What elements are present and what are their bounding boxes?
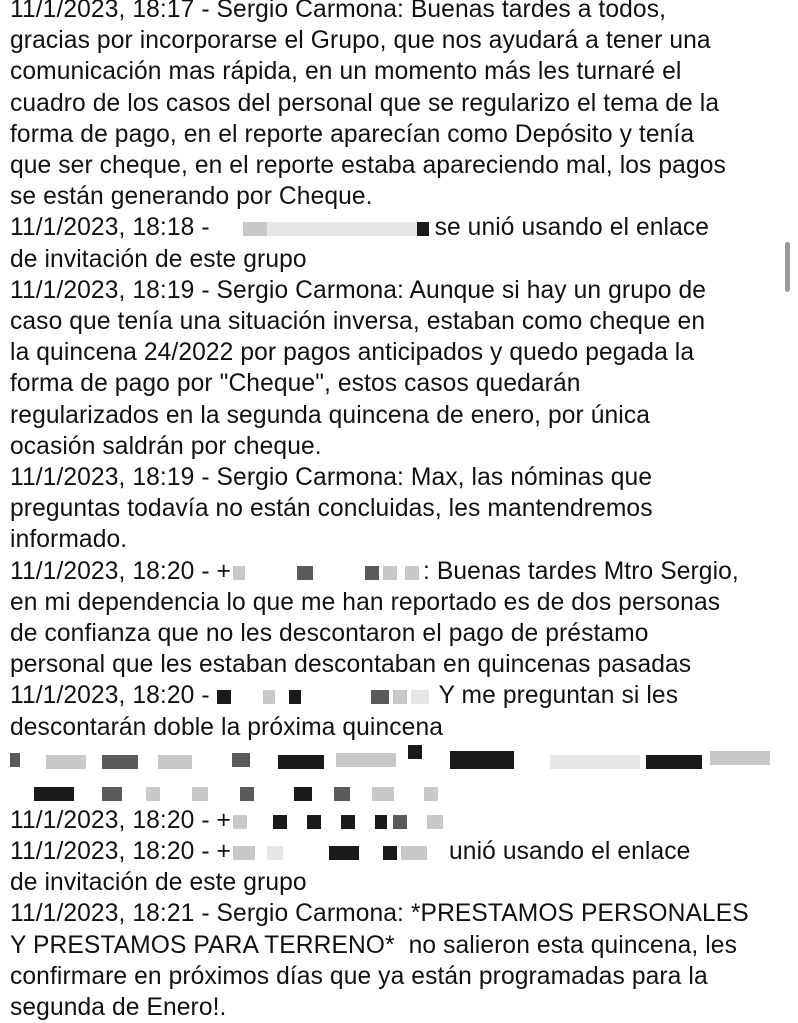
message-line: 11/1/2023, 18:21 - Sergio Carmona: *PRESTAMOS PERSONALES [10,900,749,928]
message-text: : Buenas tardes Mtro Sergio, [423,557,739,585]
message-line: informado. [10,526,128,554]
redacted-phone [383,566,397,580]
redacted-content [240,787,254,801]
redacted-content [192,787,208,801]
redacted-content [294,787,312,801]
message-timestamp: 11/1/2023, 18:18 - [10,214,217,242]
message-line: forma de pago, en el reporte aparecían como Depósito y tenía [10,120,695,148]
message-timestamp: 11/1/2023, 18:20 - + [10,806,232,834]
redacted-phone [267,846,283,860]
message-line: que ser cheque, en el reporte estaba apareciendo mal, los pagos [10,152,726,180]
redacted-content [273,815,287,829]
message-line: de invitación de este grupo [10,245,307,273]
message-line: en mi dependencia lo que me han reportado es de dos personas [10,588,721,616]
redacted-phone [217,690,231,704]
redacted-phone [267,222,417,236]
redacted-content [710,751,770,765]
redacted-content [372,787,394,801]
redacted-content [233,815,247,829]
message-line: 11/1/2023, 18:19 - Sergio Carmona: Max, las nóminas que [10,464,653,492]
redacted-phone [383,846,397,860]
redacted-phone [233,846,255,860]
redacted-phone [233,566,245,580]
message-text: se unió usando el enlace [434,214,710,242]
redacted-phone [405,566,419,580]
message-timestamp: 11/1/2023, 18:20 - + [10,557,232,585]
message-line [10,212,790,243]
chat-message [10,275,790,462]
message-timestamp: 11/1/2023, 18:20 - [10,682,217,710]
redacted-content [102,755,138,769]
message-line [10,836,790,867]
message-line: la quincena 24/2022 por pagos anticipados y quedo pegada la [10,339,695,367]
message-line: regularizados en la segunda quincena de enero, por única [10,401,651,429]
chat-message [10,0,790,212]
redacted-content [341,815,355,829]
chat-message [10,680,790,742]
redacted-phone [417,222,429,236]
chat-message [10,805,790,836]
chat-message [10,898,790,1023]
redacted-content [146,787,160,801]
message-timestamp: 11/1/2023, 18:20 - + [10,838,232,866]
message-text: Y me preguntan si les [438,682,679,710]
message-line: confirmare en próximos días que ya están programadas para la [10,962,708,990]
redacted-phone [263,690,275,704]
redacted-content [427,815,443,829]
message-line: se están generando por Cheque. [10,183,373,211]
message-text: unió usando el enlace [449,838,691,866]
message-line: de confianza que no les descontaron el pago de préstamo [10,620,649,648]
message-line: gracias por incorporarse el Grupo, que nos ayudará a tener una [10,27,711,55]
chat-export-text [10,0,790,1023]
redacted-phone [329,846,359,860]
message-line: descontarán doble la próxima quincena [10,713,444,741]
redacted-content [646,755,702,769]
redacted-phone [243,222,267,236]
chat-message [10,212,790,274]
redacted-content [10,753,20,767]
redacted-content [393,815,407,829]
message-line: personal que les estaban descontaban en quincenas pasadas [10,651,692,679]
message-line: Y PRESTAMOS PARA TERRENO* no salieron esta quincena, les [10,931,737,959]
redacted-content [46,755,86,769]
redacted-content [450,751,514,769]
chat-message [10,462,790,556]
message-line: caso que tenía una situación inversa, estaban como cheque en [10,308,706,336]
redacted-content [102,787,122,801]
redacted-content [158,755,192,769]
message-line: preguntas todavía no están concluidas, les mantendremos [10,495,653,523]
redacted-content [408,745,422,759]
redacted-phone [297,566,313,580]
vertical-scrollbar[interactable] [785,242,790,292]
redacted-content [375,815,387,829]
message-line: ocasión saldrán por cheque. [10,432,322,460]
redacted-phone [371,690,389,704]
redacted-content [232,753,250,767]
redacted-content [278,755,324,769]
message-line: de invitación de este grupo [10,869,307,897]
message-line: forma de pago por "Cheque", estos casos quedarán [10,370,581,398]
message-line [10,805,790,836]
message-line: 11/1/2023, 18:19 - Sergio Carmona: Aunque si hay un grupo de [10,276,707,304]
redacted-phone [289,690,301,704]
message-line [10,680,790,711]
message-line: segunda de Enero!. [10,994,227,1022]
chat-message [10,556,790,681]
redacted-phone [401,846,427,860]
redacted-phone [365,566,379,580]
chat-message [10,836,790,898]
redacted-content [334,787,350,801]
message-line: comunicación mas rápida, en un momento más les turnaré el [10,58,682,86]
redacted-message [10,743,790,805]
redacted-content [424,787,438,801]
redacted-phone [411,690,429,704]
message-line: 11/1/2023, 18:17 - Sergio Carmona: Buenas tardes a todos, [10,0,667,23]
message-line: cuadro de los casos del personal que se regularizo el tema de la [10,89,720,117]
redacted-content [307,815,321,829]
redacted-content [34,787,74,801]
redacted-content [550,755,640,769]
redacted-phone [393,690,407,704]
redacted-content [336,753,396,767]
message-line [10,556,790,587]
